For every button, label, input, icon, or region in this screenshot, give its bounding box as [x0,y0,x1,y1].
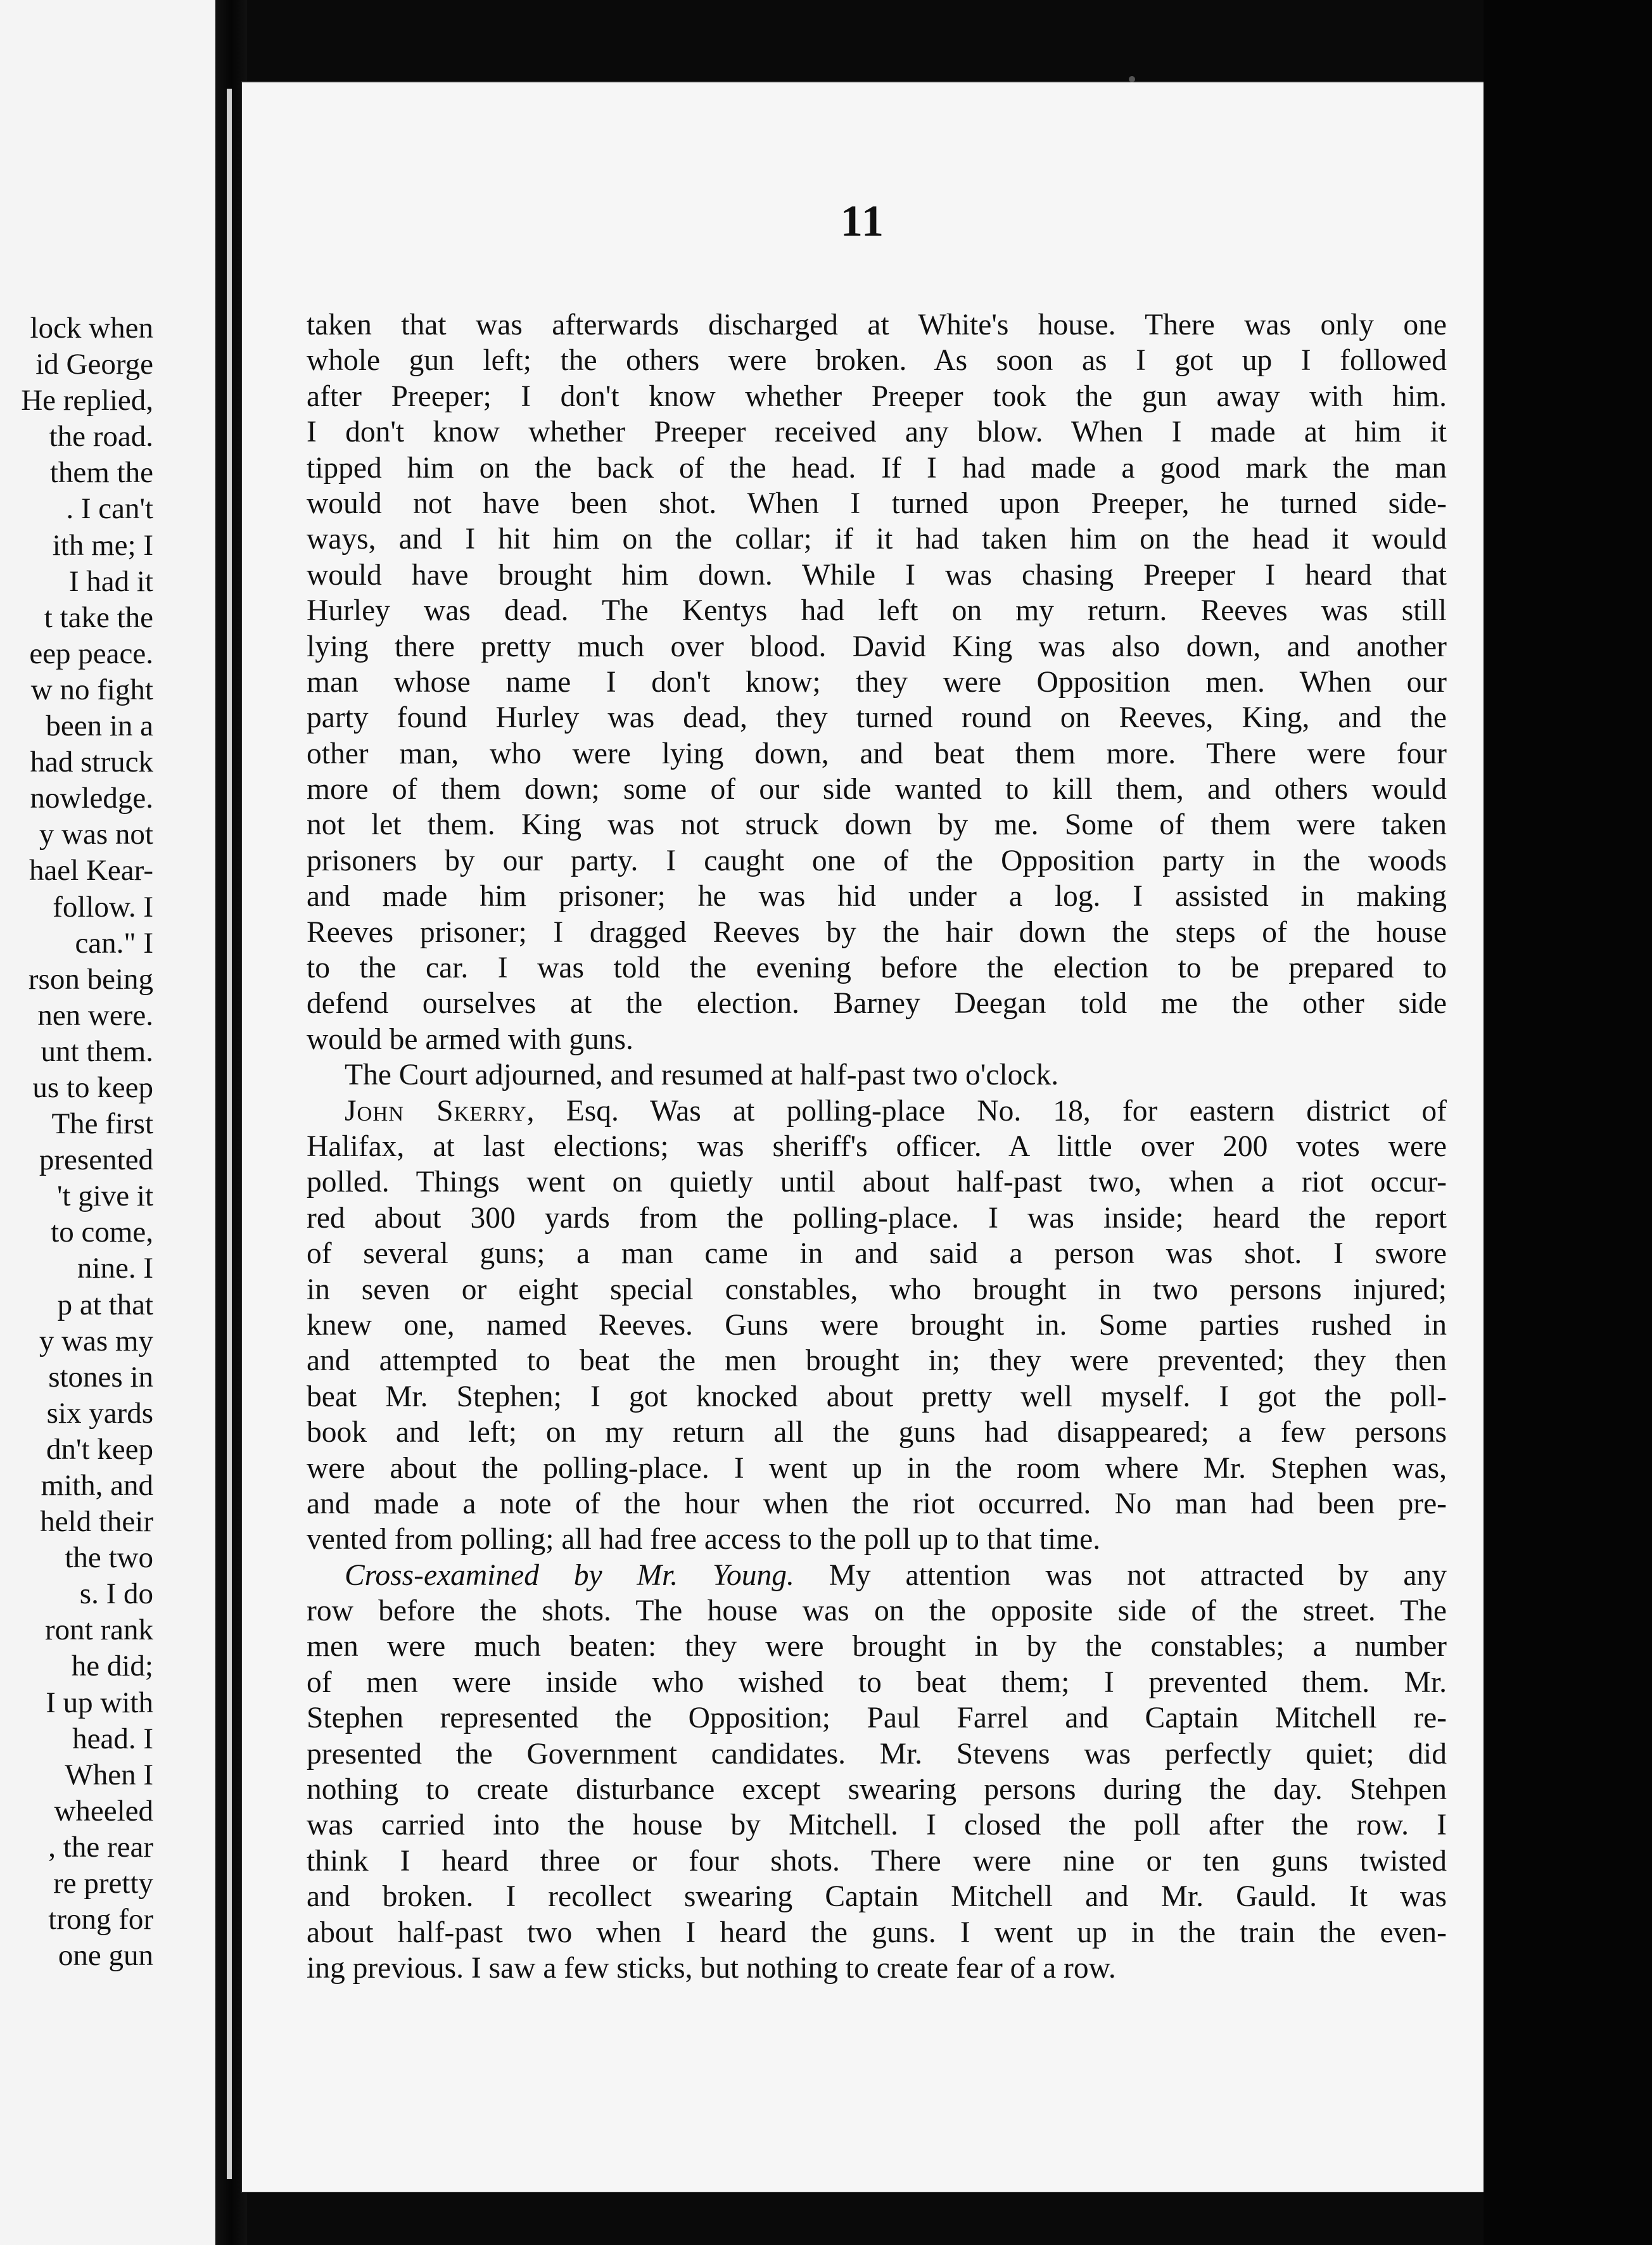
line-text: would not have been shot. When I turned upon Preeper, he turned side- [307,487,1447,520]
line-text: , Esq. Was at polling-place No. 18, for eastern district of [526,1094,1447,1128]
text-line [307,1022,1447,1057]
line-text: tipped him on the back of the head. If I had made a good mark the man [307,451,1447,485]
left-page-fragment: The first [51,1107,153,1141]
left-page-text-fragments [0,310,153,1974]
left-page-fragment: hael Kear- [29,854,153,887]
text-line [307,307,1447,343]
text-line [307,414,1447,450]
text-line [307,807,1447,843]
text-line [307,1879,1447,1914]
left-page-fragment: t take the [44,601,153,634]
line-text: whole gun left; the others were broken. As soon as I got up I followed [307,344,1447,378]
left-page-fragment: unt them. [41,1034,153,1068]
left-facing-page [0,0,223,2245]
text-line [307,986,1447,1021]
line-text: more of them down; some of our side wanted to kill them, and others would [307,773,1447,806]
line-text: taken that was afterwards discharged at White's house. There was only one [307,308,1447,341]
left-page-fragment: them the [49,456,153,490]
left-page-fragment: ith me; I [52,528,153,562]
line-text: prisoners by our party. I caught one of the Opposition party in the woods [307,844,1447,877]
text-line [307,1843,1447,1879]
text-line [307,1415,1447,1450]
left-page-fragment: When I [65,1758,153,1791]
text-line [307,593,1447,628]
text-line [307,772,1447,807]
left-page-fragment: id George [35,348,153,381]
left-page-fragment: rson being [28,962,153,996]
left-page-fragment: . I can't [66,492,153,526]
left-page-fragment: ront rank [45,1613,153,1647]
text-line [307,1807,1447,1843]
line-text: My attention was not attracted by any [794,1558,1447,1592]
line-text: about half-past two when I heard the guns. I went up in the train the even- [307,1916,1447,1949]
line-text: ways, and I hit him on the collar; if it had taken him on the head it would [307,523,1447,556]
text-line [307,1486,1447,1522]
left-page-fragment: can." I [75,926,153,960]
left-page-fragment: lock when [30,312,153,345]
witness-name: John Skerry [345,1094,527,1128]
text-line [307,343,1447,378]
left-page-fragment: the two [65,1541,153,1575]
line-text: would have brought him down. While I was chasing Preeper I heard that [307,558,1447,592]
text-line [307,1272,1447,1307]
line-text: I don't know whether Preeper received any blow. When I made at him it [307,416,1447,449]
line-text: of men were inside who wished to beat them; I prevented them. Mr. [307,1665,1447,1699]
line-text: men were much beaten: they were brought in by the constables; a number [307,1630,1447,1663]
left-page-fragment: 't give it [56,1180,153,1213]
scan-speck [1129,76,1135,82]
text-line [307,950,1447,986]
left-page-fragment: eep peace. [29,637,153,670]
text-line [307,1665,1447,1700]
left-page-fragment: , the rear [48,1830,153,1864]
line-text: row before the shots. The house was on the opposite side of the street. The [307,1594,1447,1628]
text-line [307,629,1447,665]
left-page-fragment: nowledge. [30,782,153,815]
text-line [307,1736,1447,1772]
line-text: Hurley was dead. The Kentys had left on my return. Reeves was still [307,594,1447,628]
text-line [307,1129,1447,1164]
line-text: red about 300 yards from the polling-place. I was inside; heard the report [307,1201,1447,1235]
text-line [307,1379,1447,1415]
line-text: book and left; on my return all the guns had disappeared; a few persons [307,1416,1447,1449]
left-page-fragment: the road. [49,420,153,454]
left-page-fragment: one gun [58,1939,153,1973]
text-line [307,1343,1447,1378]
line-text: and made a note of the hour when the riot occurred. No man had been pre- [307,1487,1447,1520]
line-text: was carried into the house by Mitchell. I closed the poll after the row. I [307,1809,1447,1842]
left-page-fragment: s. I do [79,1577,153,1611]
text-line [307,1915,1447,1950]
line-text: and attempted to beat the men brought in; they were prevented; they then [307,1344,1447,1378]
line-text: presented the Government candidates. Mr. Stevens was perfectly quiet; did [307,1737,1447,1771]
left-page-fragment: had struck [30,746,153,779]
left-page-fragment: trong for [48,1903,153,1937]
text-line [307,1236,1447,1271]
line-text: man whose name I don't know; they were Opposition men. When our [307,665,1447,699]
line-text: Stephen represented the Opposition; Paul Farrel and Captain Mitchell re- [307,1701,1447,1735]
cross-examination-heading: Cross-examined by Mr. Young. [345,1558,794,1592]
left-page-fragment: to come, [51,1216,153,1249]
body-text [307,307,1447,1986]
text-line [307,915,1447,950]
line-text: would be armed with guns. [307,1022,633,1056]
text-line [307,557,1447,593]
text-line [307,1558,1447,1593]
line-text: were about the polling-place. I went up in the room where Mr. Stephen was, [307,1451,1447,1485]
right-scan-margin [1484,0,1652,2245]
line-text: to the car. I was told the evening before the election to be prepared to [307,951,1447,985]
left-page-fragment: y was my [39,1324,153,1358]
line-text: and made him prisoner; he was hid under a log. I assisted in making [307,880,1447,913]
left-page-fragment: wheeled [54,1794,153,1828]
left-page-fragment: I up with [46,1686,153,1719]
line-text: beat Mr. Stephen; I got knocked about pretty well myself. I got the poll- [307,1380,1447,1413]
text-line [307,450,1447,486]
text-line [307,1522,1447,1557]
text-line [307,1950,1447,1986]
line-text: Reeves prisoner; I dragged Reeves by the hair down the steps of the house [307,915,1447,949]
left-page-fragment: He replied, [21,384,153,417]
text-line [307,1629,1447,1664]
left-page-fragment: I had it [68,564,153,598]
text-line [307,1057,1447,1093]
line-text: lying there pretty much over blood. David King was also down, and another [307,630,1447,663]
line-text: in seven or eight special constables, who brought in two persons injured; [307,1273,1447,1306]
line-text: after Preeper; I don't know whether Preeper took the gun away with him. [307,379,1447,413]
text-line [307,1700,1447,1736]
text-line [307,521,1447,557]
left-page-fragment: y was not [39,818,153,851]
text-line [307,1200,1447,1236]
text-line [307,736,1447,772]
left-page-fragment: head. I [72,1722,153,1755]
main-page [242,82,1484,2192]
line-text: ing previous. I saw a few sticks, but nothing to create fear of a row. [307,1951,1116,1985]
left-page-fragment: re pretty [53,1867,153,1900]
left-page-fragment: us to keep [32,1071,153,1104]
line-text: nothing to create disturbance except swearing persons during the day. Stehpen [307,1773,1447,1807]
left-page-fragment: he did; [71,1650,153,1683]
text-line [307,379,1447,414]
line-text: other man, who were lying down, and beat them more. There were four [307,737,1447,770]
left-page-fragment: six yards [46,1396,153,1430]
left-page-fragment: w no fight [30,673,153,706]
text-line [307,1451,1447,1486]
text-line [307,1093,1447,1129]
page-number: 11 [840,197,886,246]
gutter-edge [227,89,232,2179]
line-text: of several guns; a man came in and said a person was shot. I swore [307,1237,1447,1271]
line-text: Halifax, at last elections; was sheriff's officer. A little over 200 votes were [307,1129,1447,1163]
left-page-fragment: nen were. [37,998,153,1032]
line-text: think I heard three or four shots. There were nine or ten guns twisted [307,1844,1447,1878]
text-line [307,665,1447,700]
text-line [307,486,1447,521]
line-text: not let them. King was not struck down by me. Some of them were taken [307,808,1447,842]
text-line [307,1593,1447,1629]
left-page-fragment: held their [40,1505,153,1539]
left-page-fragment: p at that [57,1288,153,1321]
text-line [307,1307,1447,1343]
left-page-fragment: stones in [48,1360,153,1394]
line-text: The Court adjourned, and resumed at half-past two o'clock. [345,1059,1059,1092]
line-text: knew one, named Reeves. Guns were brought in. Some parties rushed in [307,1308,1447,1342]
line-text: and broken. I recollect swearing Captain Mitchell and Mr. Gauld. It was [307,1880,1447,1914]
line-text: polled. Things went on quietly until about half-past two, when a riot occur- [307,1166,1447,1199]
text-line [307,700,1447,735]
line-text: vented from polling; all had free access to the poll up to that time. [307,1523,1101,1556]
text-line [307,843,1447,879]
text-line [307,879,1447,914]
line-text: party found Hurley was dead, they turned round on Reeves, King, and the [307,701,1447,735]
line-text: defend ourselves at the election. Barney Deegan told me the other side [307,987,1447,1021]
left-page-fragment: mith, and [41,1469,153,1502]
left-page-fragment: presented [39,1143,153,1177]
text-line [307,1164,1447,1200]
left-page-fragment: follow. I [53,890,153,924]
left-page-fragment: been in a [46,709,153,743]
text-line [307,1772,1447,1807]
left-page-fragment: nine. I [77,1252,153,1285]
left-page-fragment: dn't keep [46,1432,153,1466]
